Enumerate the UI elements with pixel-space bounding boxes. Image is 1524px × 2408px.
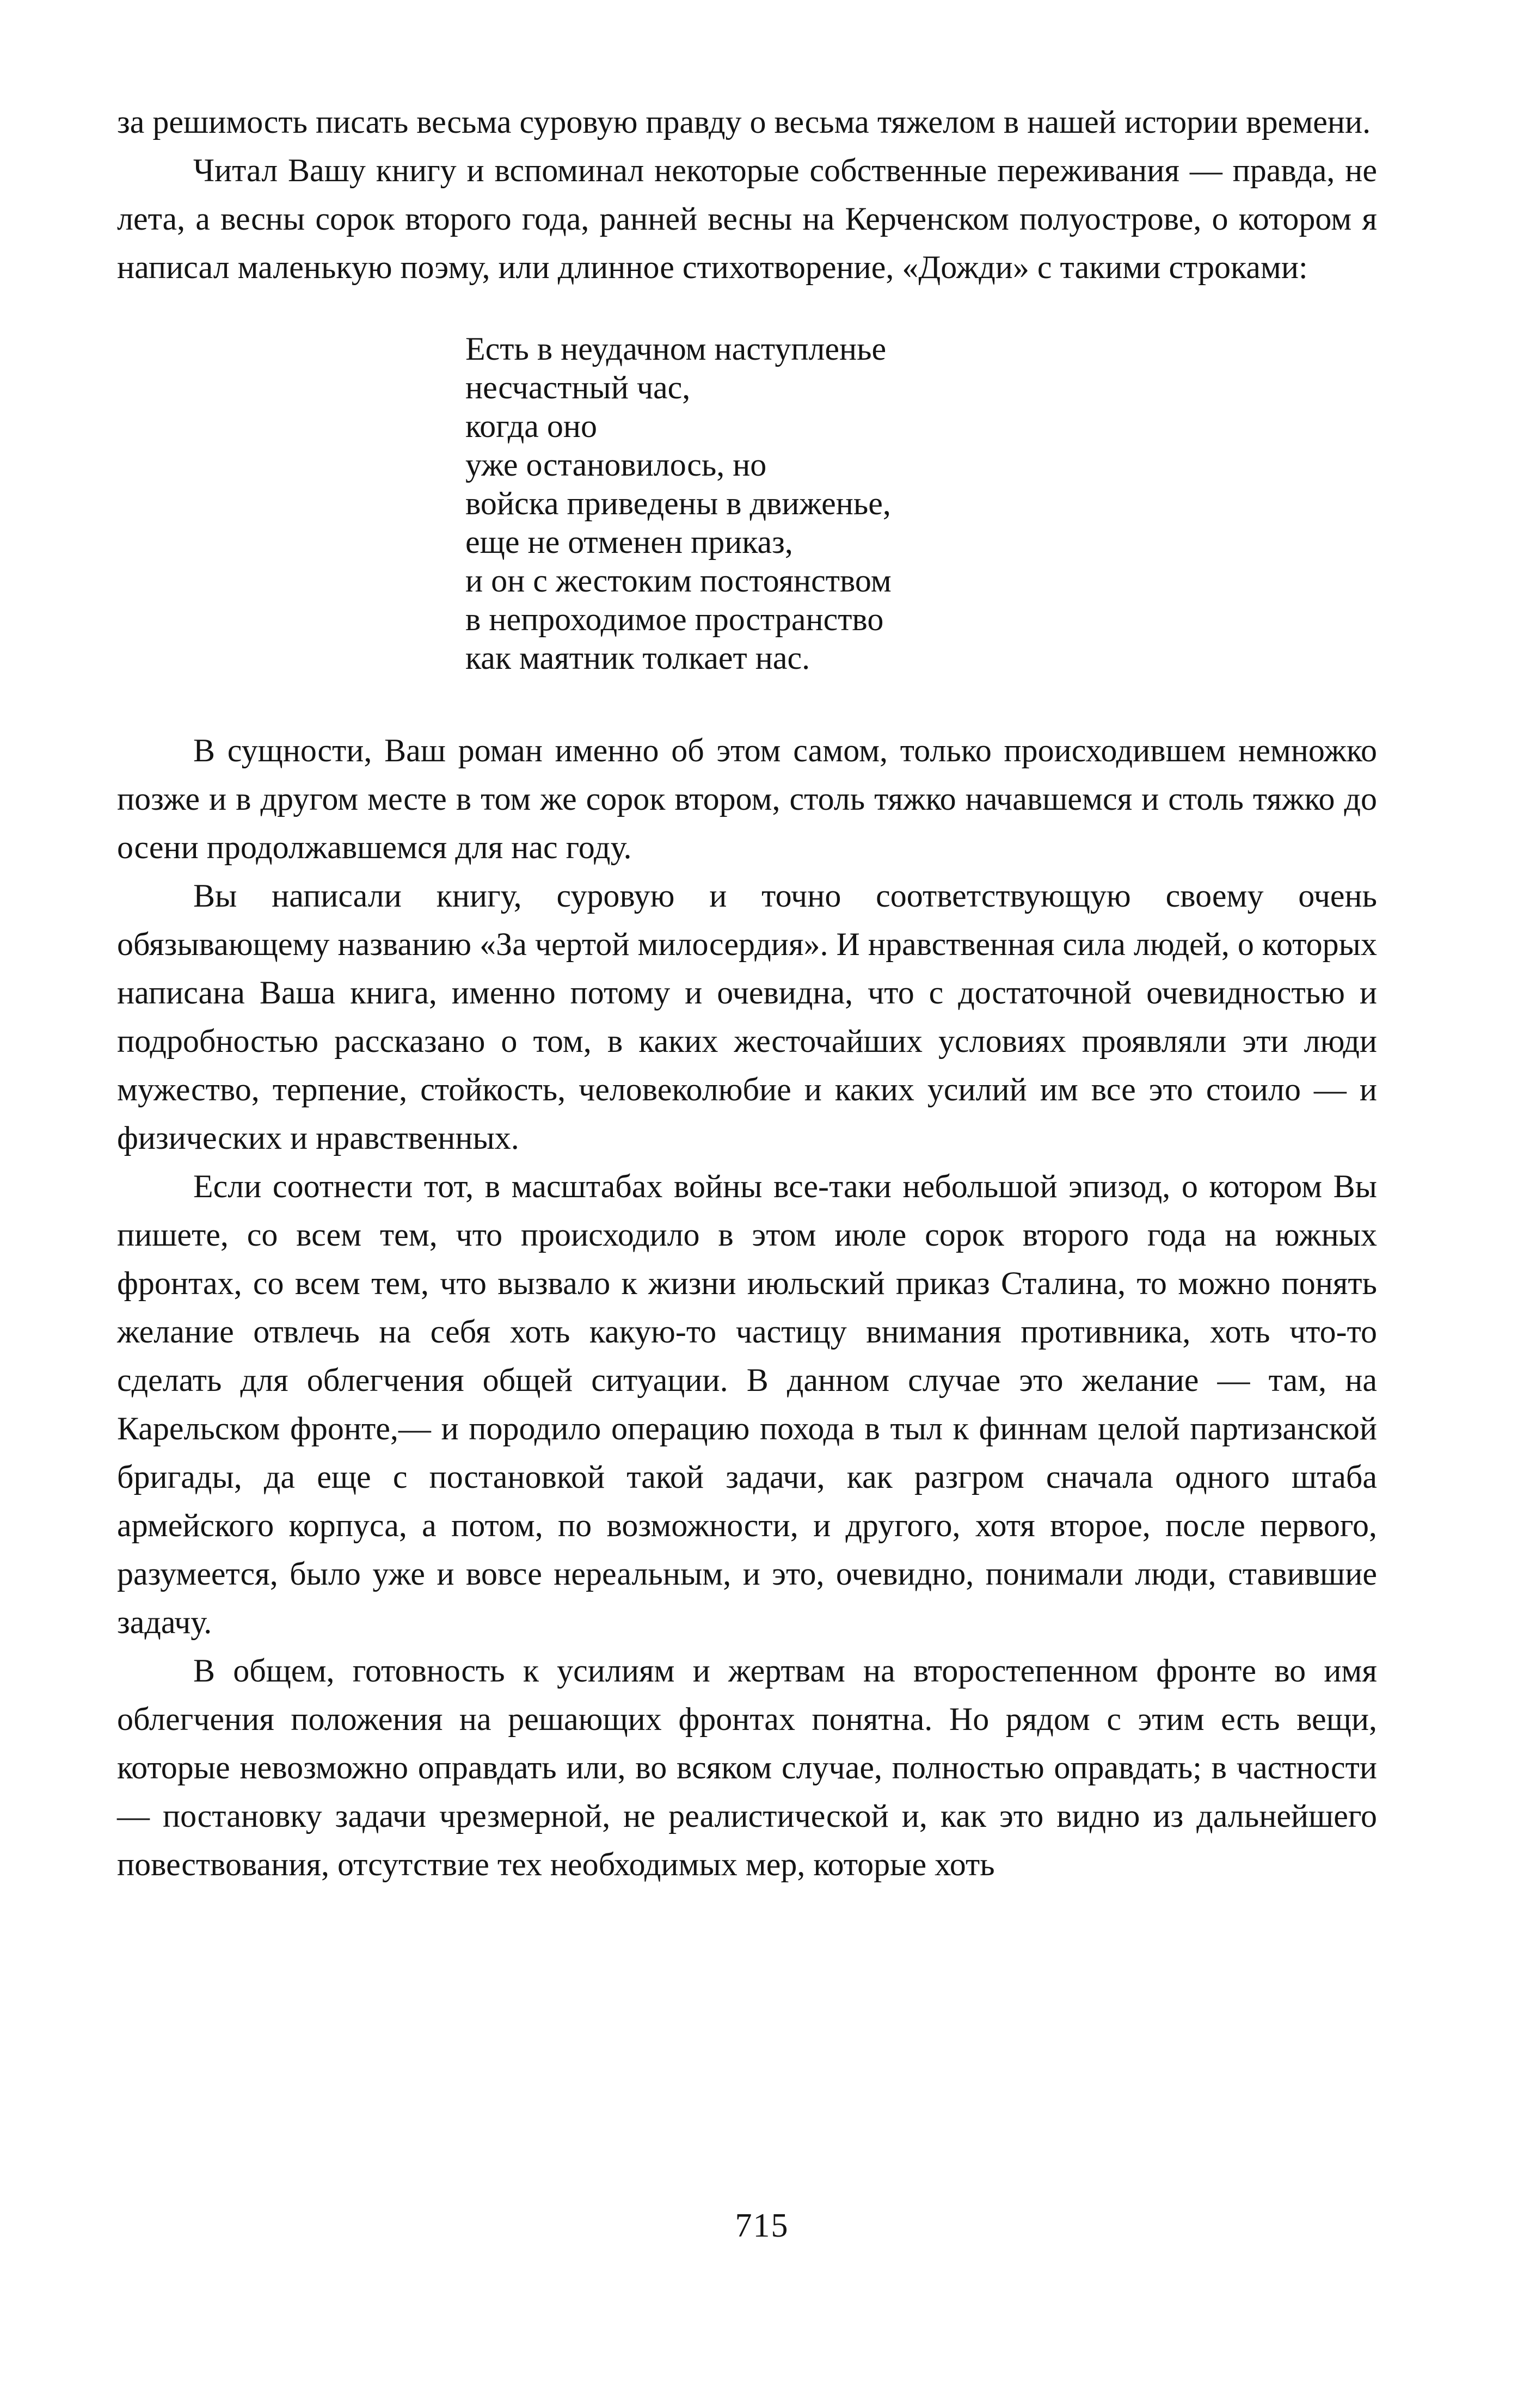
paragraph: Читал Вашу книгу и вспоминал некоторые собственные переживания — правда, не лета, а весны сорок второго года, ранней весны на Керченском полуострове, о котором я написал маленькую поэму, или длинное стихотворение, «Дожди» с такими строками: <box>117 152 1377 285</box>
paragraph: Вы написали книгу, суровую и точно соответствующую своему очень обязывающему названию «За чертой милосердия». И нравственная сила людей, о которых написана Ваша книга, именно потому и очевидна, что с достаточной очевидностью и подробностью рассказано о том, в каких жесточайших условиях проявляли эти люди мужество, терпение, стойкость, человеколюбие и каких усилий им все это стоило — и физических и нравственных. <box>117 878 1377 1156</box>
page-body <box>117 98 1377 1889</box>
paragraph: В общем, готовность к усилиям и жертвам на второстепенном фронте во имя облегчения положения на решающих фронтах понятна. Но рядом с этим есть вещи, которые невозможно оправдать или, во всяком случае, полностью оправдать; в частности — постановку задачи чрезмерной, не реалистической и, как это видно из дальнейшего повествования, отсутствие тех необходимых мер, которые хоть <box>117 1653 1377 1882</box>
paragraph: Если соотнести тот, в масштабах войны все-таки небольшой эпизод, о котором Вы пишете, со всем тем, что происходило в этом июле сорок второго года на южных фронтах, со всем тем, что вызвало к жизни июльский приказ Сталина, то можно понять желание отвлечь на себя хоть какую-то частицу внимания противника, хоть что-то сделать для облегчения общей ситуации. В данном случае это желание — там, на Карельском фронте,— и породило операцию похода в тыл к финнам целой партизанской бригады, да еще с постановкой такой задачи, как разгром сначала одного штаба армейского корпуса, а потом, по возможности, и другого, хотя второе, после первого, разумеется, было уже и вовсе нереальным, и это, очевидно, понимали люди, ставившие задачу. <box>117 1168 1377 1640</box>
page-number: 715 <box>735 2207 789 2244</box>
poem-line: войска приведены в движенье, <box>465 485 891 521</box>
poem-line: когда оно <box>465 408 597 444</box>
poem-line: Есть в неудачном наступленье <box>465 331 887 367</box>
poem-line: в непроходимое пространство <box>465 601 884 637</box>
poem-line: и он с жестоким постоянством <box>465 563 892 599</box>
bottom-paragraphs <box>117 726 1377 1889</box>
poem-line: еще не отменен приказ, <box>465 524 793 560</box>
paragraph: за решимость писать весьма суровую правду о весьма тяжелом в нашей истории времени. <box>117 104 1371 140</box>
poem-line: несчастный час, <box>465 369 691 405</box>
poem-line: уже остановилось, но <box>465 447 767 483</box>
paragraph: В сущности, Ваш роман именно об этом самом, только происходившем немножко позже и в другом месте в том же сорок втором, столь тяжко начавшемся и столь тяжко до осени продолжавшемся для нас году. <box>117 732 1377 865</box>
poem-quote <box>465 330 1377 678</box>
poem-line: как маятник толкает нас. <box>465 640 810 676</box>
top-paragraphs <box>117 98 1377 292</box>
